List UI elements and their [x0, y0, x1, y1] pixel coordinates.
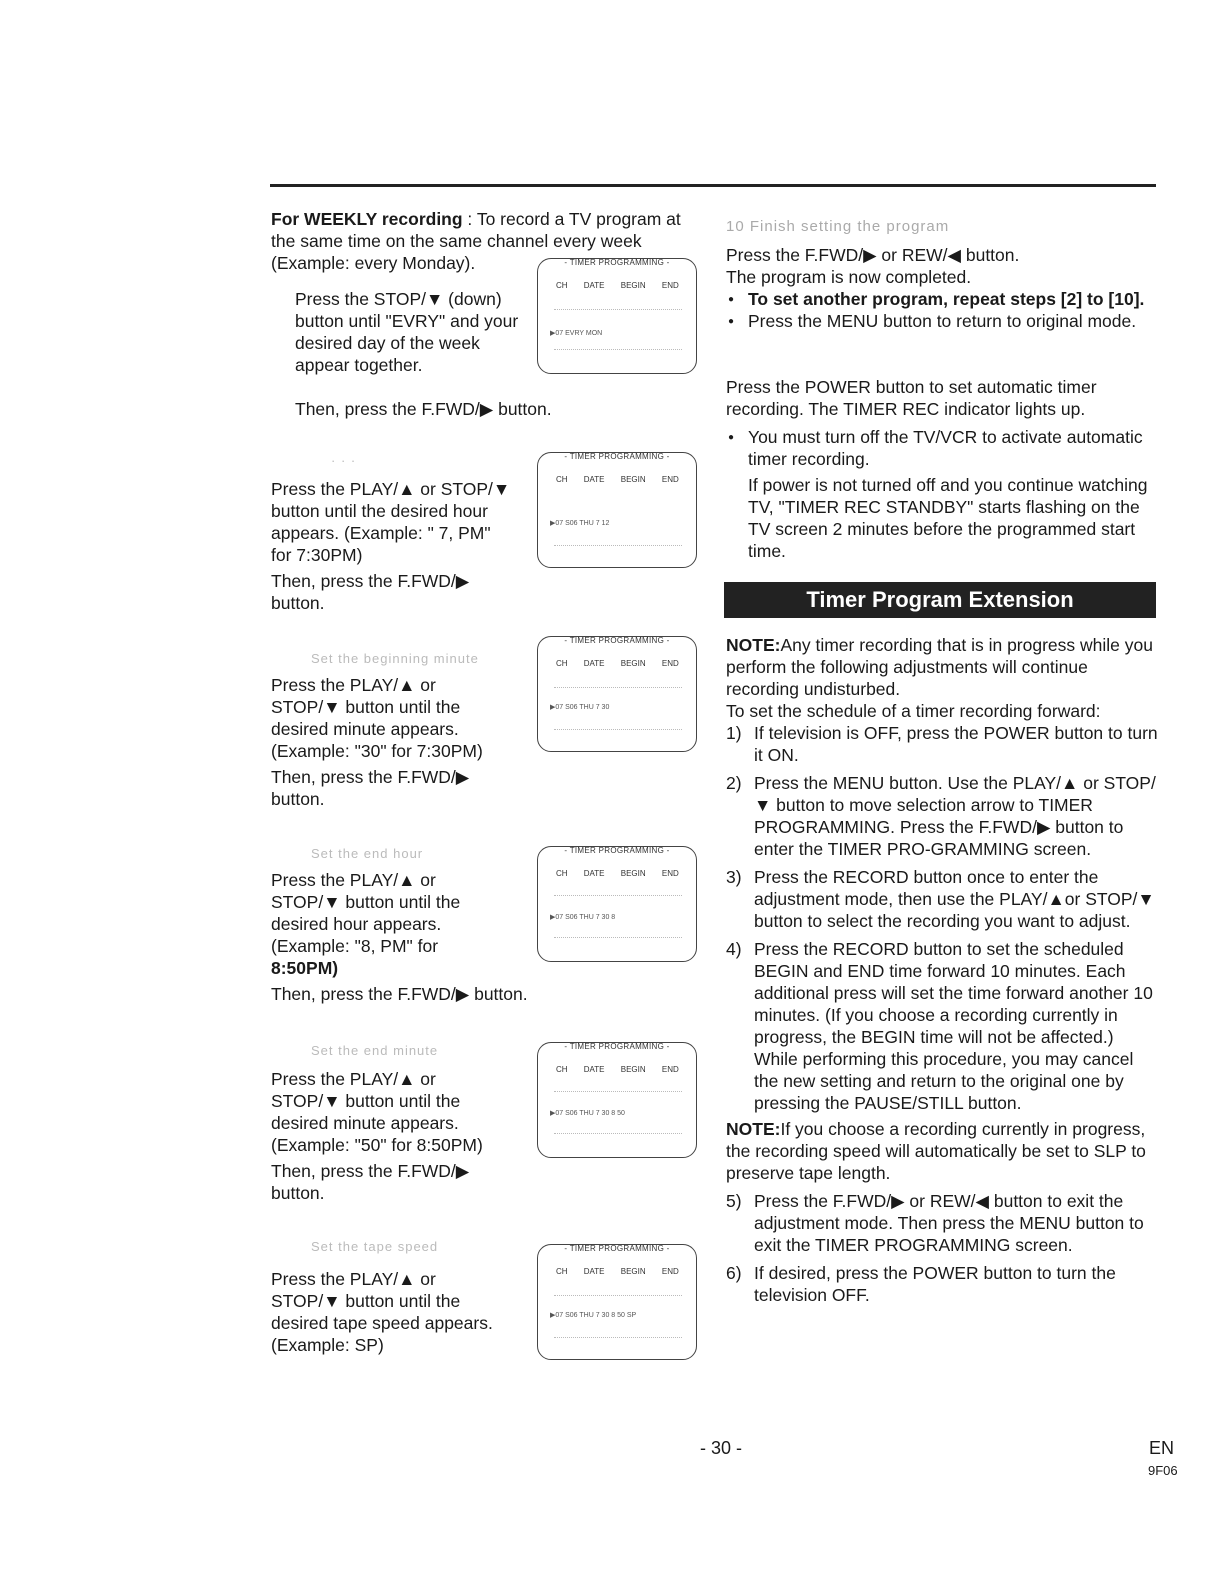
weekly-then: Then, press the F.FWD/▶ button. [295, 399, 552, 419]
right-column: 10 Finish setting the program Press the F.FWD/▶ or REW/◀ button. The program is now completed. ● To set another program, repeat steps [2] to [10]. ● Press the MENU button to return to original mode. Press the POWER button to set automatic timer recording. The TIMER REC indicator lights up. ● You must turn off the TV/VCR to activate automatic timer recording. If power is not turned off and you continue watching TV, "TIMER REC STANDBY" starts flashing on the TV screen 2 minutes before the programmed start time. Timer Program Extension NOTE:Any timer recording that is in progress while you perform the following adjustments will continue recording undisturbed. To set the schedule of a timer recording forward: 1) If television is OFF, press the POWER button to turn it ON. 2) Press the MENU button. Use the PLAY/▲ or STOP/▼ button to move selection arrow to TIMER PROGRAMMING. Press the F.FWD/▶ button to enter the TIMER PRO-GRAMMING screen. 3) Press the RECORD button once to enter the adjustment mode, then use the PLAY/▲or STOP/▼ button to select the recording you want to adjust. 4) Press the RECORD button to set the scheduled BEGIN and END time forward 10 minutes. Each additional press will set the time forward another 10 minutes. (If you choose a recording currently in progress, the BEGIN time will not be affected.) While performing this procedure, you may cancel the new setting and return to the original one by pressing the PAUSE/STILL button. NOTE:If you choose a recording currently in progress, the recording speed will automatically be set to SLP to preserve tape length. 5) Press the F.FWD/▶ or REW/◀ button to exit the adjustment mode. Then press the MENU button to exit the TIMER PROGRAMMING screen. 6) If desired, press the POWER button to turn the television OFF. [726, 216, 1158, 1306]
weekly-instruction: Press the STOP/▼ (down) button until "EVRY" and your desired day of the week appear together. [295, 289, 519, 375]
model-code: 9F06 [1148, 1463, 1178, 1478]
section-banner: Timer Program Extension [724, 582, 1156, 618]
osd-screen: - TIMER PROGRAMMING - CH DATE BEGIN END ▶07 S06 THU 7 30 [537, 636, 697, 752]
osd-screen: - TIMER PROGRAMMING - CH DATE BEGIN END ▶07 S06 THU 7 30 8 50 SP [537, 1244, 697, 1360]
osd-screen: - TIMER PROGRAMMING - CH DATE BEGIN END ▶07 S06 THU 7 30 8 [537, 846, 697, 962]
note-1: NOTE:Any timer recording that is in progress while you perform the following adjustments will continue recording undisturbed. [726, 635, 1153, 699]
step-end-minute: Set the end minute Press the PLAY/▲ or STOP/▼ button until the desired minute appears. (Example: "50" for 8:50PM) Then, press the F.FWD/▶ button. [271, 1043, 483, 1203]
step-hour: · · · Press the PLAY/▲ or STOP/▼ button until the desired hour appears. (Example: " 7, PM" for 7:30PM) Then, press the F.FWD/▶ button. [271, 453, 511, 613]
list-item: 5) Press the F.FWD/▶ or REW/◀ button to exit the adjustment mode. Then press the MENU button to exit the TIMER PROGRAMMING screen. [726, 1191, 1144, 1255]
page-number: - 30 - [700, 1438, 743, 1458]
osd-screen: - TIMER PROGRAMMING - CH DATE BEGIN END ▶07 S06 THU 7 30 8 50 [537, 1042, 697, 1158]
osd-screen: - TIMER PROGRAMMING - CH DATE BEGIN END ▶07 EVRY MON [537, 258, 697, 374]
list-item: 2) Press the MENU button. Use the PLAY/▲ or STOP/▼ button to move selection arrow to TIMER PROGRAMMING. Press the F.FWD/▶ button to enter the TIMER PRO-GRAMMING screen. [726, 773, 1156, 859]
step-tape-speed: Set the tape speed Press the PLAY/▲ or STOP/▼ button until the desired tape speed appears. (Example: SP) [271, 1239, 493, 1355]
list-item: 3) Press the RECORD button once to enter the adjustment mode, then use the PLAY/▲or STOP/▼ button to select the recording you want to adjust. [726, 867, 1155, 931]
step-begin-minute: Set the beginning minute Press the PLAY/▲ or STOP/▼ button until the desired minute appears. (Example: "30" for 7:30PM) Then, press the F.FWD/▶ button. [271, 651, 483, 809]
list-item: 4) Press the RECORD button to set the scheduled BEGIN and END time forward 10 minutes. Each additional press will set the time forward another 10 minutes. (If you choose a recording currently in progress, the BEGIN time will not be affected.) While performing this procedure, you may cancel the new setting and return to the original one by pressing the PAUSE/STILL button. [726, 939, 1153, 1113]
language-code: EN [1149, 1438, 1175, 1458]
osd-screen: - TIMER PROGRAMMING - CH DATE BEGIN END ▶07 S06 THU 7 12 [537, 452, 697, 568]
step-end-hour: Set the end hour Press the PLAY/▲ or STOP/▼ button until the desired hour appears. (Example: "8, PM" for 8:50PM) Then, press the F.FWD/▶ button. [271, 846, 528, 1004]
weekly-heading: For WEEKLY recording [271, 209, 463, 229]
list-item: 6) If desired, press the POWER button to turn the television OFF. [726, 1263, 1116, 1305]
list-item: 1) If television is OFF, press the POWER button to turn it ON. [726, 723, 1158, 765]
weekly-intro: For WEEKLY recording : To record a TV program at the same time on the same channel every week (Example: every Monday). [271, 209, 681, 273]
note-2: NOTE:If you choose a recording currently in progress, the recording speed will automatically be set to SLP to preserve tape length. [726, 1119, 1146, 1183]
top-rule [270, 184, 1156, 187]
